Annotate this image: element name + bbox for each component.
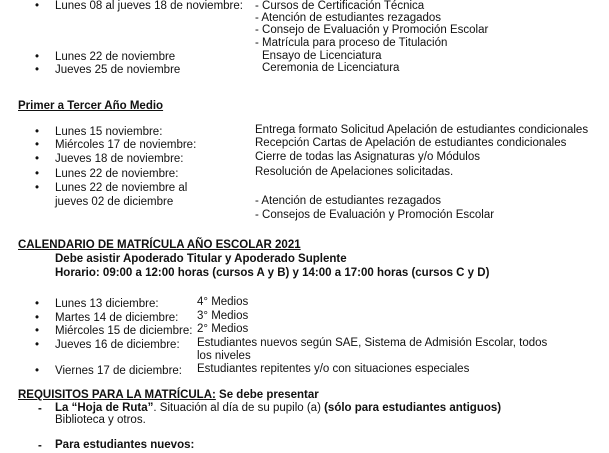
activity-line: - Atención de estudiantes rezagados [255, 12, 442, 24]
course-label: 3° Medios [197, 310, 249, 322]
date-label: • Jueves 18 de noviembre: [55, 153, 184, 166]
requirements-heading: REQUISITOS PARA LA MATRÍCULA: [18, 389, 216, 401]
attendance-note: Debe asistir Apoderado Titular y Apoderado Suplente [55, 253, 347, 265]
activity-line: Ceremonia de Licenciatura [262, 62, 400, 74]
date-label: • Miércoles 15 de diciembre: [55, 325, 192, 338]
requirement-item-continued: Biblioteca y otros. [55, 414, 146, 426]
activity-line: - Atención de estudiantes rezagados [255, 195, 442, 207]
date-label: • Jueves 25 de noviembre [55, 64, 180, 77]
date-label: • Viernes 17 de diciembre: [55, 365, 182, 378]
course-label: Estudiantes repitentes y/o con situaciones especiales [197, 363, 470, 375]
date-label: • Lunes 15 noviembre: [55, 126, 162, 139]
date-label: • Lunes 13 diciembre: [55, 298, 159, 311]
activity-line: Entrega formato Solicitud Apelación de estudiantes condicionales [255, 124, 589, 136]
requirements-heading-suffix: Se debe presentar [215, 389, 319, 401]
section-heading: Primer a Tercer Año Medio [18, 100, 164, 112]
date-label: • Lunes 08 al jueves 18 de noviembre: [55, 0, 243, 13]
date-label: • Jueves 16 de diciembre: [55, 339, 180, 352]
date-label: • Lunes 22 de noviembre: [55, 168, 178, 181]
course-label: 2° Medios [197, 323, 249, 335]
course-label: Estudiantes nuevos según SAE, Sistema de Admisión Escolar, todos [197, 337, 548, 349]
section-heading [18, 389, 319, 402]
requirement-note: (sólo para estudiantes antiguos) [324, 402, 502, 414]
course-label-continued: los niveles [197, 350, 251, 362]
dash-marker: - [38, 403, 42, 415]
activity-line: Resolución de Apelaciones solicitadas. [255, 166, 454, 178]
activity-line: - Consejos de Evaluación y Promoción Escolar [255, 209, 495, 221]
date-label: • Lunes 22 de noviembre [55, 51, 175, 64]
activity-line: Ensayo de Licenciatura [262, 50, 382, 62]
date-label: • Lunes 22 de noviembre al [55, 182, 187, 195]
schedule-hours: Horario: 09:00 a 12:00 horas (cursos A y B) y 14:00 a 17:00 horas (cursos C y D) [55, 267, 490, 279]
activity-line: - Consejo de Evaluación y Promoción Escolar [255, 24, 489, 36]
new-students-label: Para estudiantes nuevos: [55, 439, 195, 451]
activity-line: - Cursos de Certificación Técnica [255, 0, 425, 12]
hoja-de-ruta-label: La “Hoja de Ruta” [55, 402, 154, 414]
date-label: • Martes 14 de diciembre: [55, 312, 178, 325]
date-label: • Miércoles 17 de noviembre: [55, 139, 196, 152]
date-label-continued: jueves 02 de diciembre [55, 196, 174, 208]
course-label: 4° Medios [197, 296, 249, 308]
section-heading: CALENDARIO DE MATRÍCULA AÑO ESCOLAR 2021 [18, 239, 301, 251]
activity-line: Cierre de todas las Asignaturas y/o Módulos [255, 151, 481, 163]
requirement-text: . Situación al día de su pupilo (a) [153, 402, 325, 414]
activity-line: - Matrícula para proceso de Titulación [255, 37, 448, 49]
activity-line: Recepción Cartas de Apelación de estudiantes condicionales [255, 137, 567, 149]
dash-marker: - [38, 440, 42, 452]
